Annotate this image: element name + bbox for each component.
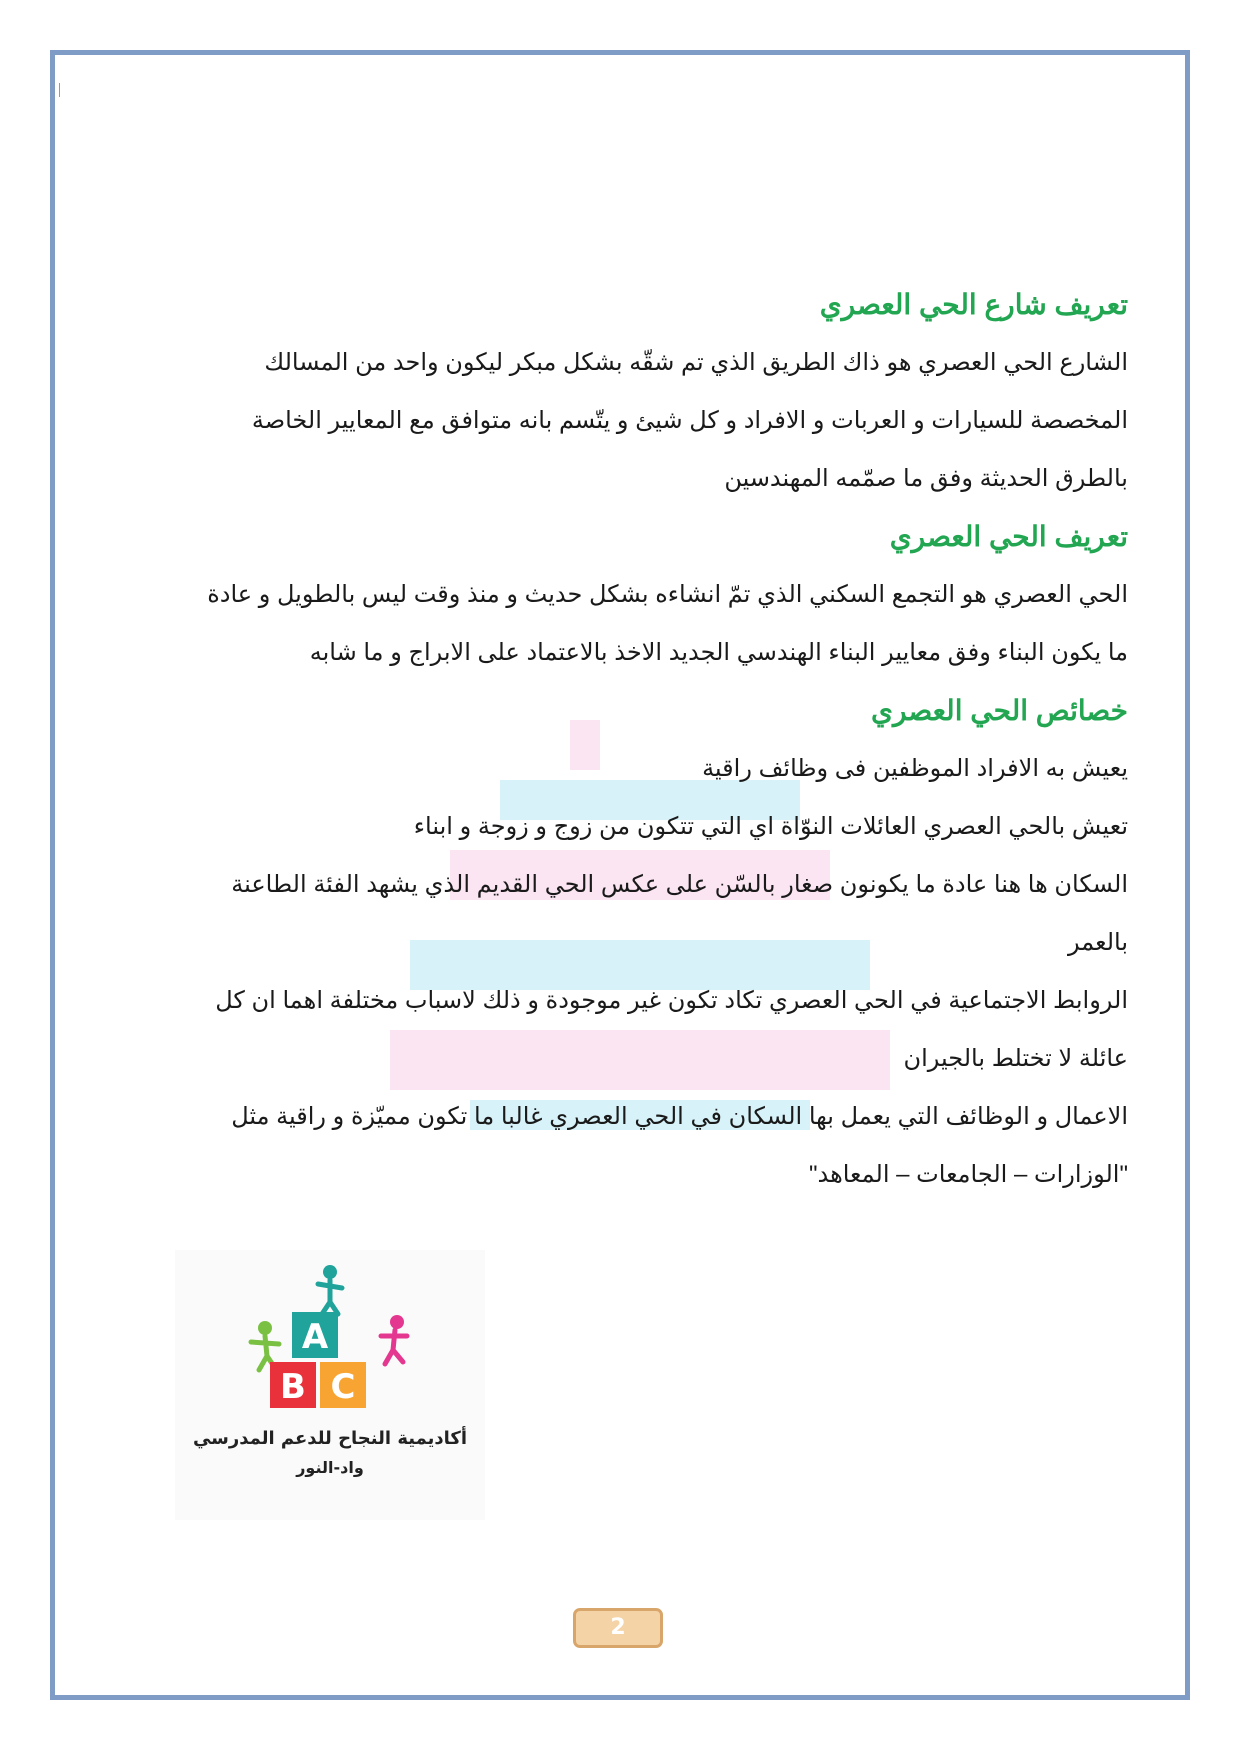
section-district-definition [118,508,1128,682]
list-line: الروابط الاجتماعية في الحي العصري تكاد تكون غير موجودة و ذلك لاسباب مختلفة اهما ان كل [215,987,1128,1014]
list-line: عائلة لا تختلط بالجيران [903,1045,1128,1072]
section-district-characteristics [118,682,1128,1204]
academy-location: واد-النور [296,1458,364,1477]
list-line: "الوزارات – الجامعات – المعاهد" [808,1161,1128,1188]
list-line: تعيش بالحي العصري العائلات النوّاة اي التي تتكون من زوج و زوجة و ابناء [413,813,1128,840]
list-line: الاعمال و الوظائف التي يعمل بها السكان في الحي العصري غالبا ما تكون مميّزة و راقية مثل [231,1103,1128,1130]
section-heading: تعريف الحي العصري [889,521,1128,552]
margin-mark [59,83,60,97]
list-line: بالعمر [1068,929,1128,956]
paragraph-line: بالطرق الحديثة وفق ما صمّمه المهندسين [724,465,1128,492]
svg-text:C: C [330,1367,356,1407]
section-heading: تعريف شارع الحي العصري [819,289,1128,320]
paragraph-line: الحي العصري هو التجمع السكني الذي تمّ انشاءه بشكل حديث و منذ وقت ليس بالطويل و عادة [207,581,1128,608]
paragraph-line: ما يكون البناء وفق معايير البناء الهندسي الجديد الاخذ بالاعتماد على الابراج و ما شابه [309,639,1128,666]
academy-logo [175,1250,485,1520]
svg-text:B: B [280,1367,306,1407]
paragraph-line: الشارع الحي العصري هو ذاك الطريق الذي تم شقّه بشكل مبكر ليكون واحد من المسالك [264,349,1128,376]
section-street-definition [118,276,1128,508]
list-line: السكان ها هنا عادة ما يكونون صغار بالسّن على عكس الحي القديم الذي يشهد الفئة الطاعنة [231,871,1128,898]
page-number: 2 [573,1608,663,1648]
section-heading: خصائص الحي العصري [871,695,1128,726]
paragraph-line: المخصصة للسيارات و العربات و الافراد و كل شيئ و يتّسم بانه متوافق مع المعايير الخاصة [251,407,1128,434]
academy-name: أكاديمية النجاح للدعم المدرسي [192,1428,468,1449]
list-line: يعيش به الافراد الموظفين فى وظائف راقية [702,755,1128,782]
document-body [118,276,1128,1204]
svg-text:A: A [301,1317,329,1357]
